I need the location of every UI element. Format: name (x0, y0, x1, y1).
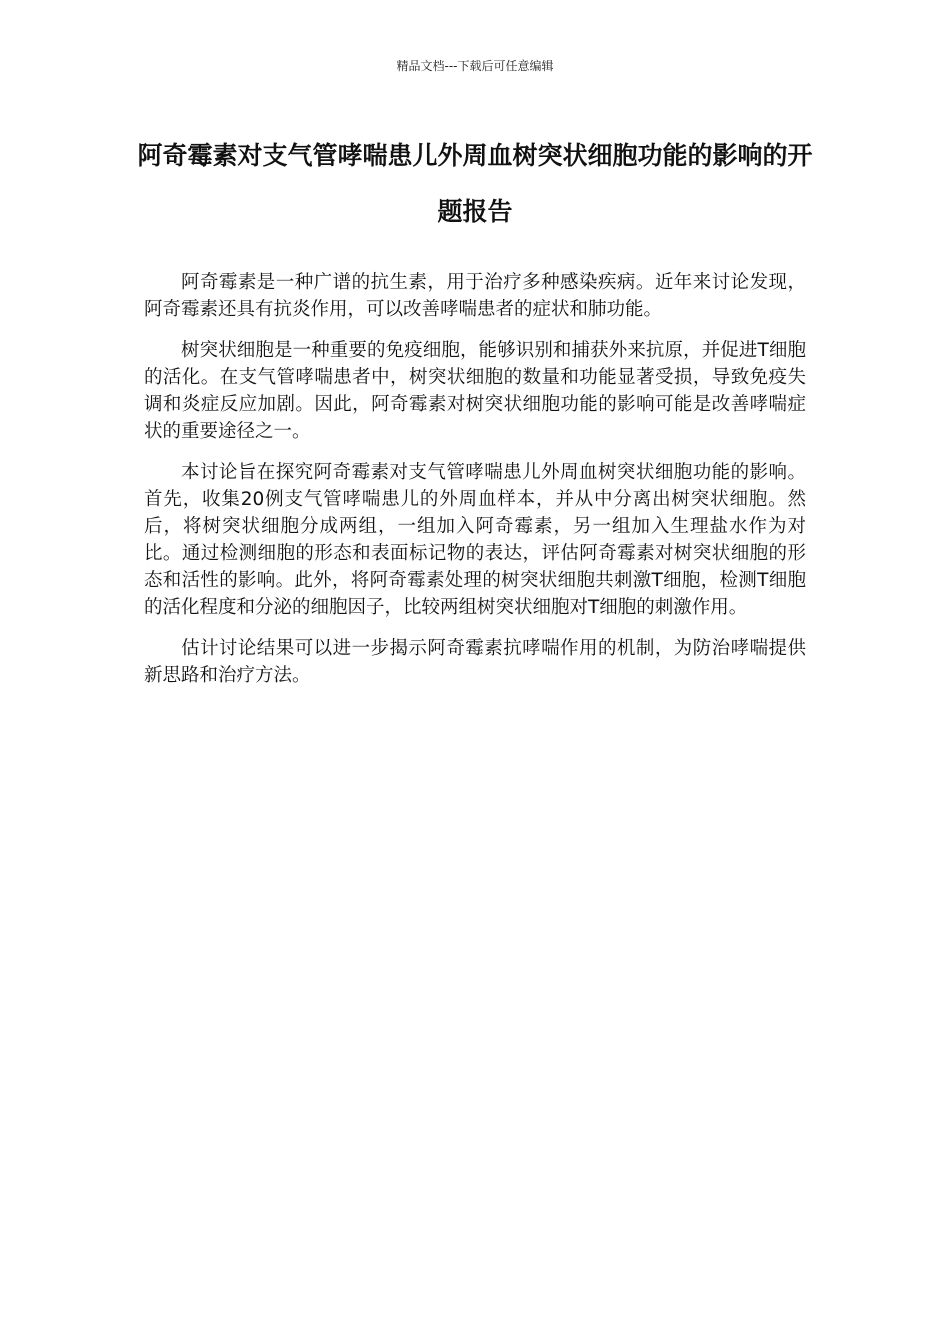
paragraph-1: 阿奇霉素是一种广谱的抗生素，用于治疗多种感染疾病。近年来讨论发现，阿奇霉素还具有抗炎作用，可以改善哮喘患者的症状和肺功能。 (144, 272, 806, 320)
paragraph-2: 树突状细胞是一种重要的免疫细胞，能够识别和捕获外来抗原，并促进T细胞的活化。在支气管哮喘患者中，树突状细胞的数量和功能显著受损，导致免疫失调和炎症反应加剧。因此，阿奇霉素对树突状细胞功能的影响可能是改善哮喘症状的重要途径之一。 (144, 340, 806, 442)
document-body (144, 269, 806, 703)
paragraph-3: 本讨论旨在探究阿奇霉素对支气管哮喘患儿外周血树突状细胞功能的影响。首先，收集20例支气管哮喘患儿的外周血样本，并从中分离出树突状细胞。然后，将树突状细胞分成两组，一组加入阿奇霉素，另一组加入生理盐水作为对比。通过检测细胞的形态和表面标记物的表达，评估阿奇霉素对树突状细胞的形态和活性的影响。此外，将阿奇霉素处理的树突状细胞共刺激T细胞，检测T细胞的活化程度和分泌的细胞因子，比较两组树突状细胞对T细胞的刺激作用。 (144, 462, 806, 618)
document-title: 阿奇霉素对支气管哮喘患儿外周血树突状细胞功能的影响的开题报告 (137, 141, 813, 226)
header-note: 精品文档---下载后可任意编辑 (396, 59, 554, 73)
paragraph-4: 估计讨论结果可以进一步揭示阿奇霉素抗哮喘作用的机制，为防治哮喘提供新思路和治疗方法。 (144, 638, 806, 686)
